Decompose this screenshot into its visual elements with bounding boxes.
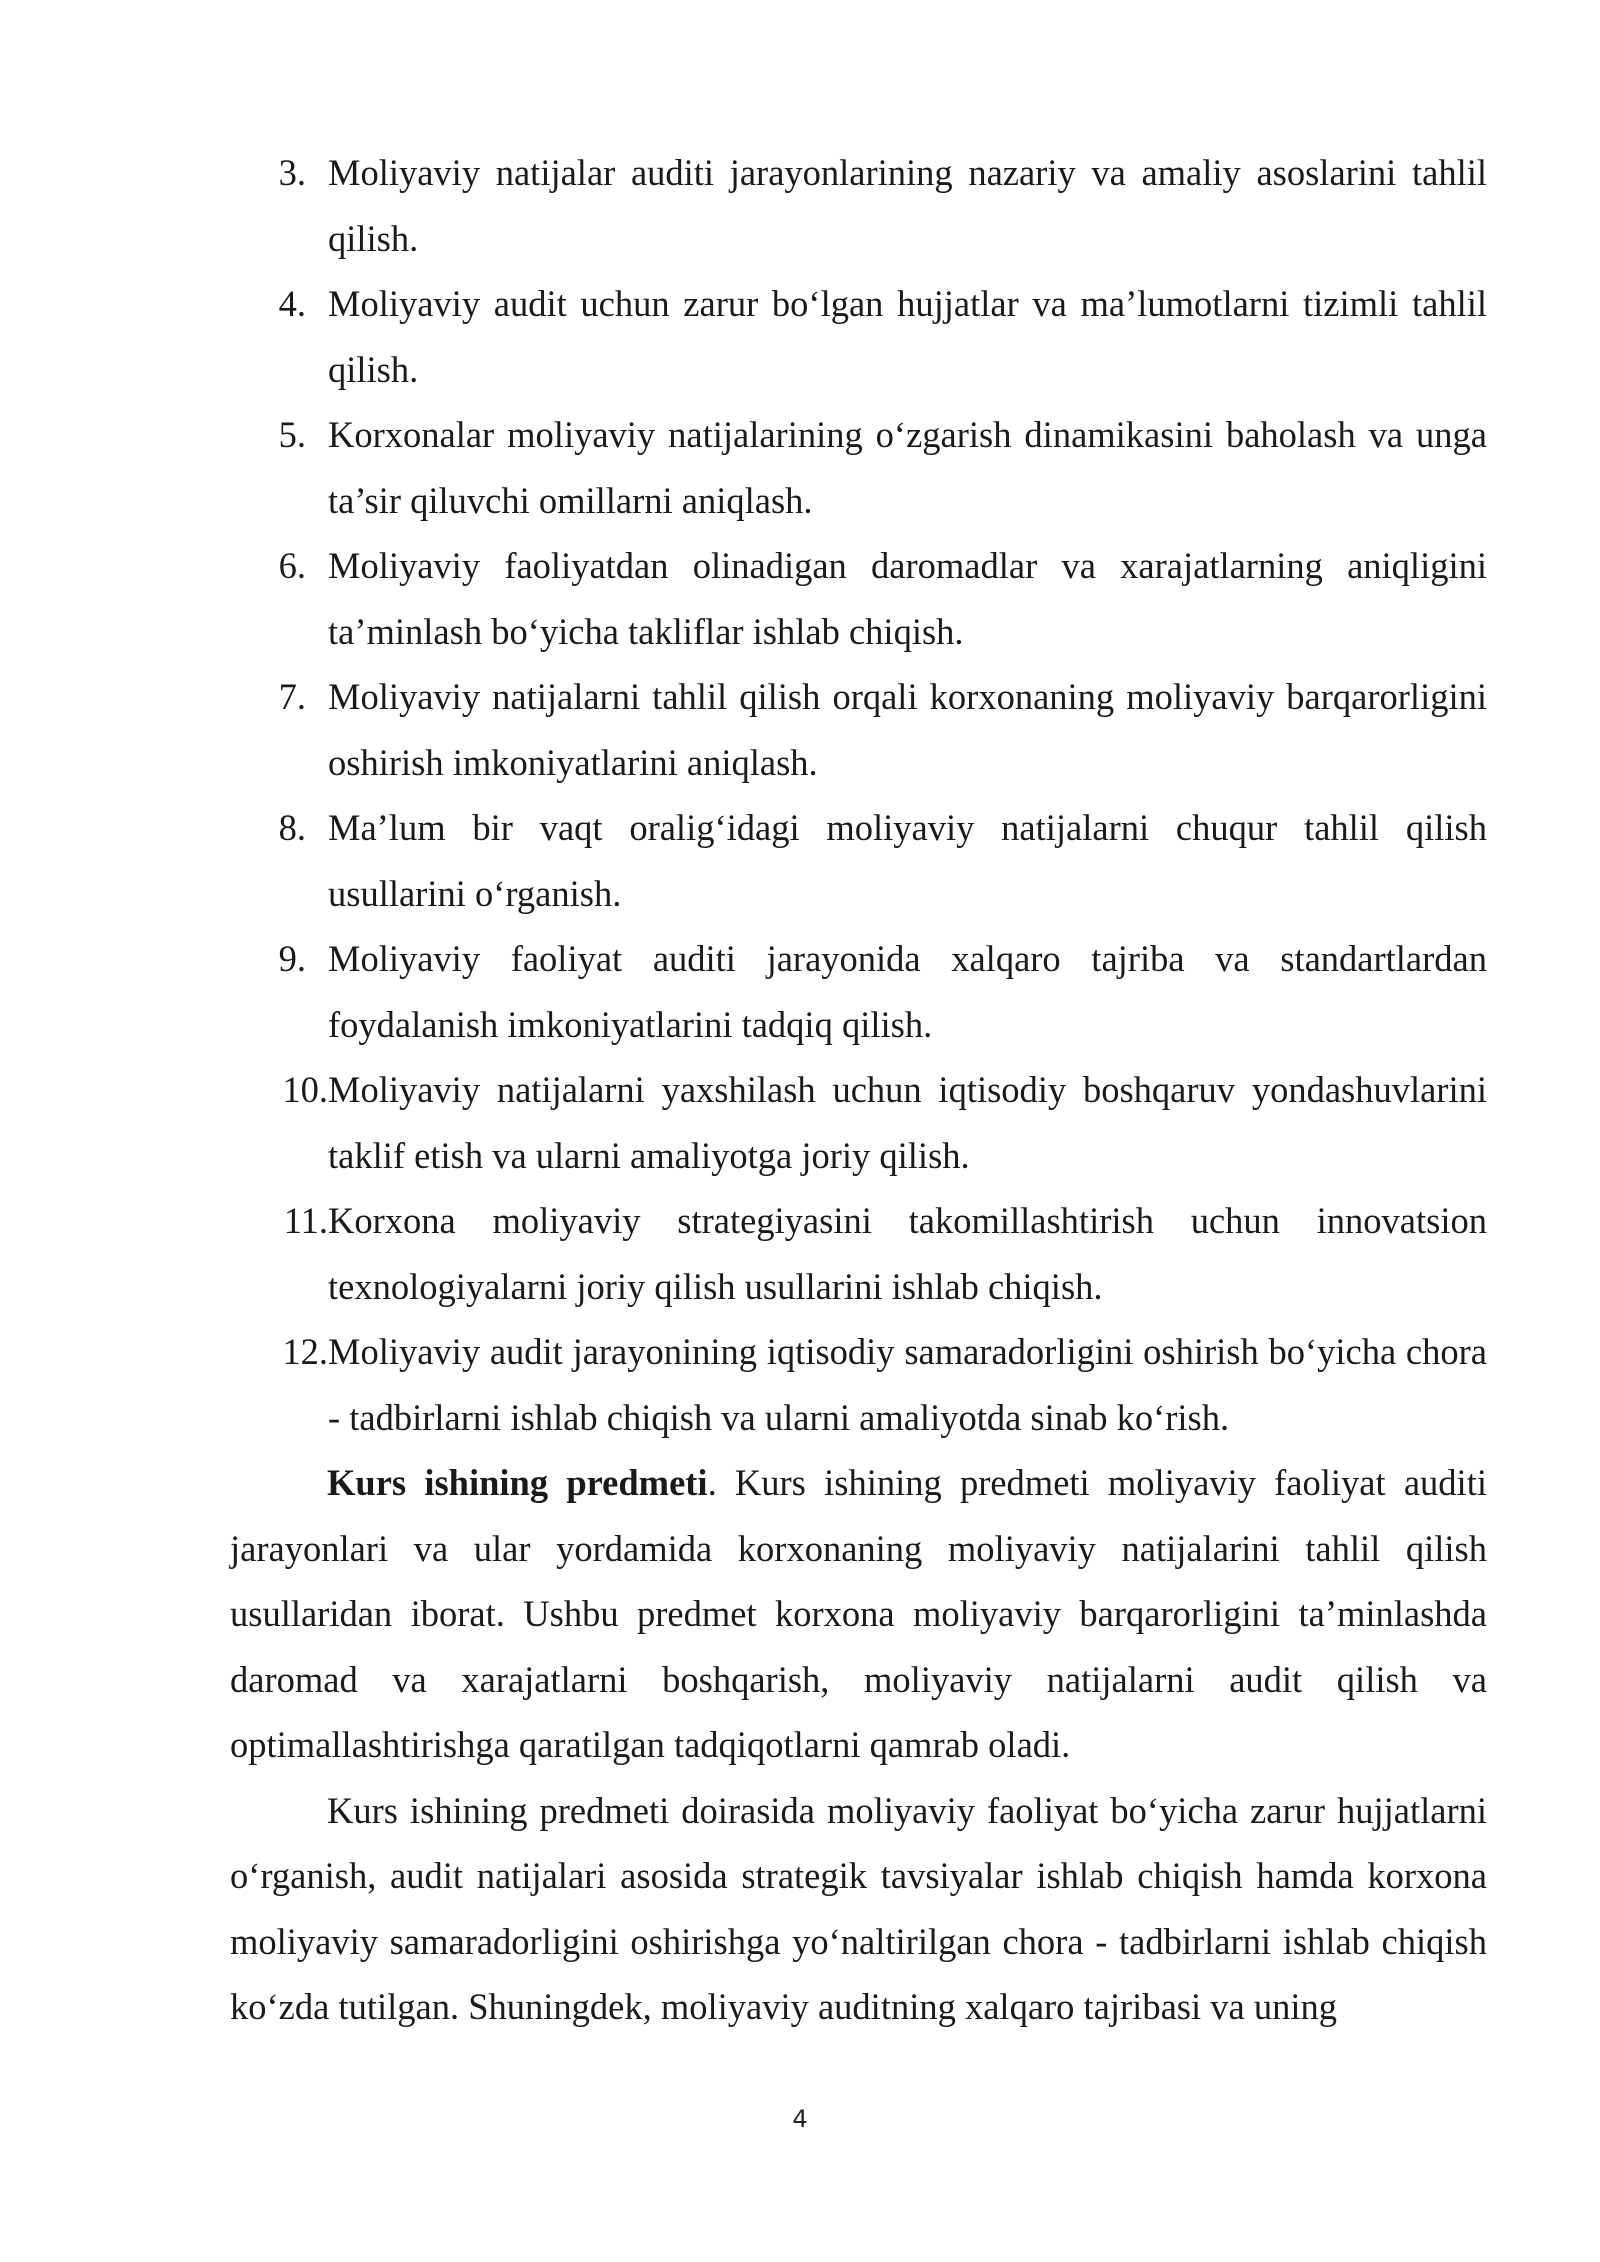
list-item bbox=[230, 1319, 1487, 1450]
list-item bbox=[230, 795, 1487, 926]
list-item-text: Ma’lum bir vaqt oralig‘idagi moliyaviy natijalarni chuqur tahlil qilish usullarini o‘rganish. bbox=[328, 807, 1487, 914]
list-item-number: 6. bbox=[278, 545, 306, 586]
list-item-text: Moliyaviy natijalarni yaxshilash uchun iqtisodiy boshqaruv yondashuvlarini taklif etish va ularni amaliyotga joriy qilish. bbox=[328, 1069, 1487, 1176]
list-item-number: 7. bbox=[278, 676, 306, 717]
list-item-text: Moliyaviy audit uchun zarur bo‘lgan hujjatlar va ma’lumotlarni tizimli tahlil qilish. bbox=[328, 283, 1487, 390]
list-item bbox=[230, 1057, 1487, 1188]
list-item-text: Moliyaviy faoliyatdan olinadigan daromadlar va xarajatlarning aniqligini ta’minlash bo‘yicha takliflar ishlab chiqish. bbox=[328, 545, 1487, 652]
list-item bbox=[230, 140, 1487, 271]
list-item-text: Korxona moliyaviy strategiyasini takomillashtirish uchun innovatsion texnologiyalarni joriy qilish usullarini ishlab chiqish. bbox=[328, 1200, 1487, 1307]
list-item-number: 9. bbox=[278, 938, 306, 979]
page-number: 4 bbox=[792, 2105, 808, 2133]
list-item-text: Moliyaviy faoliyat auditi jarayonida xalqaro tajriba va standartlardan foydalanish imkoniyatlarini tadqiq qilish. bbox=[328, 938, 1487, 1045]
list-item bbox=[230, 926, 1487, 1057]
list-item bbox=[230, 664, 1487, 795]
list-item bbox=[230, 271, 1487, 402]
list-item-number: 5. bbox=[278, 414, 306, 455]
list-item-number: 8. bbox=[278, 807, 306, 848]
list-item bbox=[230, 1188, 1487, 1319]
list-item bbox=[230, 402, 1487, 533]
subject-heading: Kurs ishining predmeti bbox=[327, 1462, 708, 1503]
list-item-text: Moliyaviy audit jarayonining iqtisodiy samaradorligini oshirish bo‘yicha chora - tadbirlarni ishlab chiqish va ularni amaliyotda sinab ko‘rish. bbox=[328, 1331, 1487, 1438]
document-page bbox=[230, 140, 1487, 2040]
list-item-text: Korxonalar moliyaviy natijalarining o‘zgarish dinamikasini baholash va unga ta’sir qiluvchi omillarni aniqlash. bbox=[328, 414, 1487, 521]
list-item-text: Moliyaviy natijalarni tahlil qilish orqali korxonaning moliyaviy barqarorligini oshirish imkoniyatlarini aniqlash. bbox=[328, 676, 1487, 783]
scope-paragraph bbox=[230, 1778, 1487, 2040]
subject-text: . Kurs ishining predmeti moliyaviy faoliyat auditi jarayonlari va ular yordamida korxonaning moliyaviy natijalarini tahlil qilish usullaridan iborat. Ushbu predmet korxona moliyaviy barqarorligini ta’minlashda daromad va xarajatlarni boshqarish, moliyaviy natijalarni audit qilish va optimallashtirishga qaratilgan tadqiqotlarni qamrab oladi. bbox=[230, 1462, 1487, 1765]
objectives-list bbox=[230, 140, 1487, 1450]
list-item bbox=[230, 533, 1487, 664]
list-item-number: 3. bbox=[278, 152, 306, 193]
list-item-number: 11. bbox=[283, 1200, 328, 1241]
subject-paragraph bbox=[230, 1450, 1487, 1778]
list-item-number: 12. bbox=[282, 1331, 328, 1372]
list-item-number: 4. bbox=[278, 283, 306, 324]
list-item-text: Moliyaviy natijalar auditi jarayonlarining nazariy va amaliy asoslarini tahlil qilish. bbox=[328, 152, 1487, 259]
scope-text: Kurs ishining predmeti doirasida moliyaviy faoliyat bo‘yicha zarur hujjatlarni o‘rganish, audit natijalari asosida strategik tavsiyalar ishlab chiqish hamda korxona moliyaviy samaradorligini oshirishga yo‘naltirilgan chora - tadbirlarni ishlab chiqish ko‘zda tutilgan. Shuningdek, moliyaviy auditning xalqaro tajribasi va uning bbox=[230, 1789, 1487, 2027]
list-item-number: 10. bbox=[282, 1069, 328, 1110]
